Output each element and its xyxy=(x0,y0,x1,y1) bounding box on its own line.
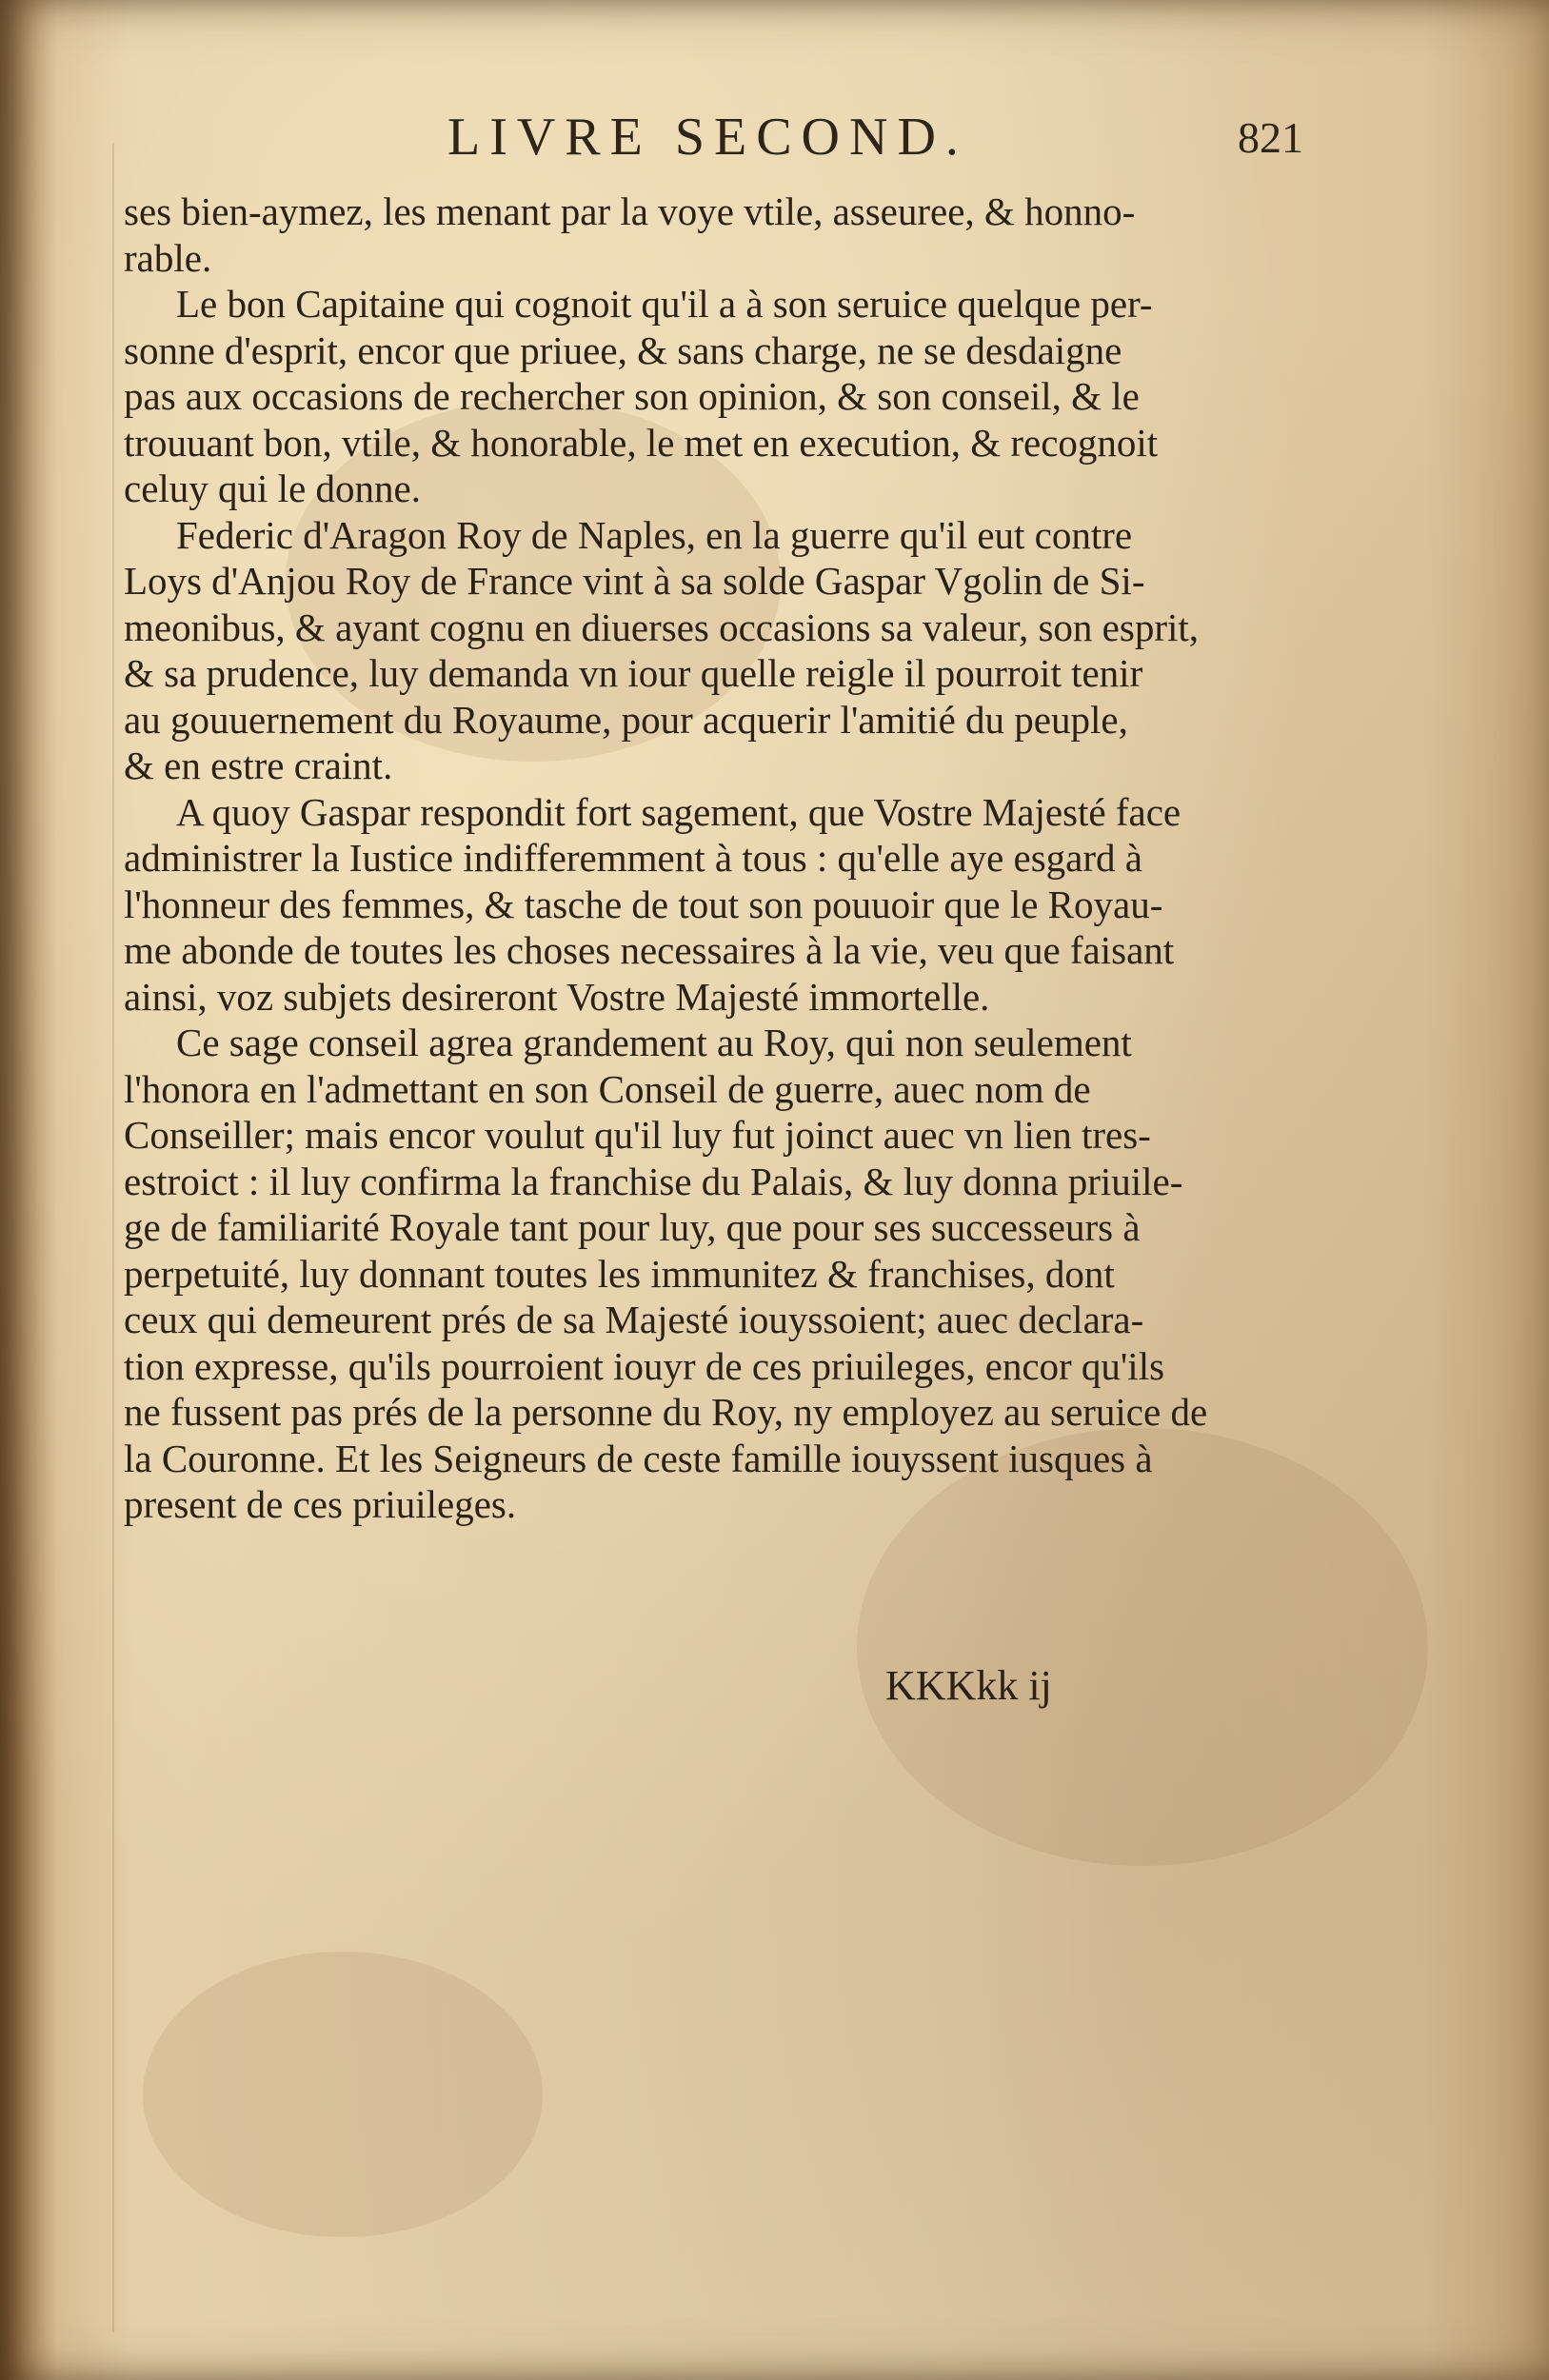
paragraph-first-line: Le bon Capitaine qui cognoit qu'il a à son seruice quelque per- xyxy=(176,282,1153,326)
text-line: tion expresse, qu'ils pourroient iouyr de ces priuileges, encor qu'ils xyxy=(124,1343,1165,1388)
text-line: la Couronne. Et les Seigneurs de ceste famille iouyssent iusques à xyxy=(124,1436,1153,1480)
text-line: estroict : il luy confirma la franchise du Palais, & luy donna priuile- xyxy=(124,1159,1183,1203)
text-line: ceux qui demeurent prés de sa Majesté iouyssoient; auec declara- xyxy=(124,1298,1144,1341)
paragraph-first-line: Federic d'Aragon Roy de Naples, en la guerre qu'il eut contre xyxy=(176,512,1133,557)
text-line: administrer la Iustice indifferemment à tous : qu'elle aye esgard à xyxy=(124,836,1142,880)
text-line: l'honora en l'admettant en son Conseil de guerre, auec nom de xyxy=(124,1066,1091,1111)
text-line: meonibus, & ayant cognu en diuerses occasions sa valeur, son esprit, xyxy=(124,605,1200,649)
text-line: me abonde de toutes les choses necessaires à la vie, veu que faisant xyxy=(124,928,1175,972)
text-line: ne fussent pas prés de la personne du Roy, ny employez au seruice de xyxy=(124,1390,1208,1434)
text-line: sonne d'esprit, encor que priuee, & sans charge, ne se desdaigne xyxy=(124,327,1122,372)
text-line: & sa prudence, luy demanda vn iour quelle reigle il pourroit tenir xyxy=(124,651,1143,695)
text-line: ses bien-aymez, les menant par la voye vtile, asseuree, & honno- xyxy=(124,189,1136,233)
paper-stain xyxy=(143,1952,543,2237)
text-line: rable. xyxy=(124,235,212,280)
paragraph-first-line: Ce sage conseil agrea grandement au Roy, qui non seulement xyxy=(176,1021,1132,1064)
text-line: ge de familiarité Royale tant pour luy, que pour ses successeurs à xyxy=(124,1205,1141,1249)
text-line: celuy qui le donne. xyxy=(124,466,421,510)
text-line: & en estre craint. xyxy=(124,744,393,787)
text-line: Loys d'Anjou Roy de France vint à sa solde Gaspar Vgolin de Si- xyxy=(124,559,1145,603)
running-head xyxy=(447,107,1400,183)
paragraph-first-line: A quoy Gaspar respondit fort sagement, que Vostre Majesté face xyxy=(176,789,1182,834)
signature-mark: KKKkk ij xyxy=(885,1662,1052,1709)
text-line: pas aux occasions de rechercher son opinion, & son conseil, & le xyxy=(124,374,1140,418)
text-line: ainsi, voz subjets desireront Vostre Majesté immortelle. xyxy=(124,974,990,1019)
running-head-title: LIVRE SECOND. xyxy=(447,108,968,167)
text-line: l'honneur des femmes, & tasche de tout son pouuoir que le Royau- xyxy=(124,882,1163,926)
text-line: au gouuernement du Royaume, pour acquerir l'amitié du peuple, xyxy=(124,697,1128,742)
body-text xyxy=(124,188,1309,1528)
text-line: perpetuité, luy donnant toutes les immunitez & franchises, dont xyxy=(124,1251,1115,1296)
text-line: present de ces priuileges. xyxy=(124,1482,517,1526)
page-number: 821 xyxy=(1238,113,1303,162)
text-line: Conseiller; mais encor voulut qu'il luy fut joinct auec vn lien tres- xyxy=(124,1113,1151,1157)
text-line: trouuant bon, vtile, & honorable, le met en execution, & recognoit xyxy=(124,420,1159,465)
gutter-shadow xyxy=(112,143,114,2332)
